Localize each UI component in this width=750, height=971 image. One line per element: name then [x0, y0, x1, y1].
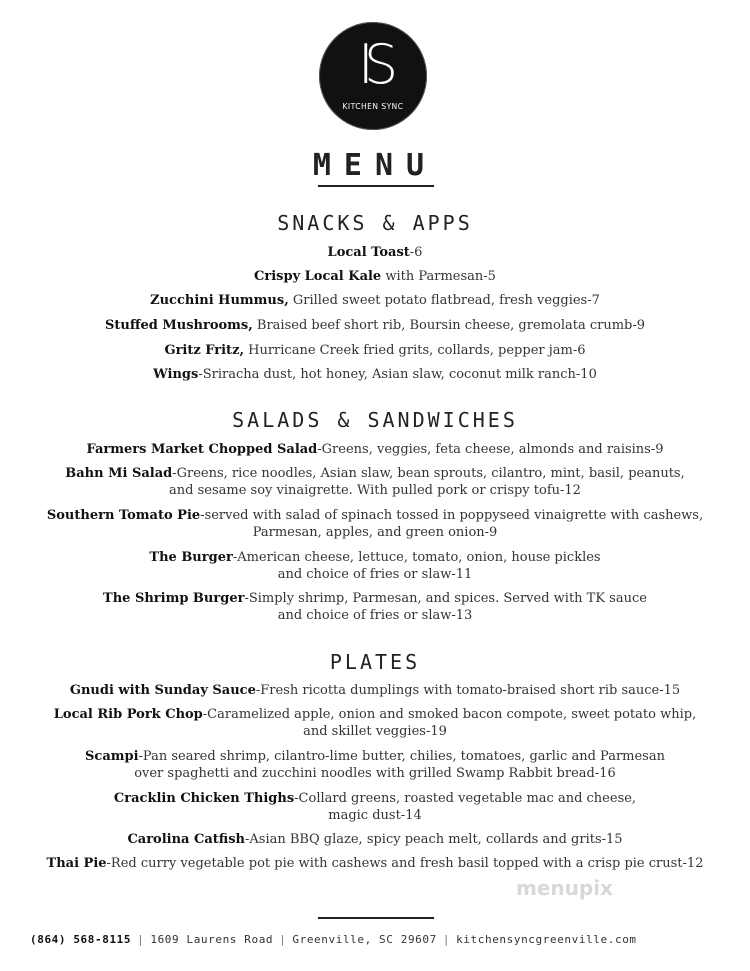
menu-item: [0, 748, 750, 782]
item-desc: -Red curry vegetable pot pie with cashews and fresh basil topped with a crisp pie crust-12: [106, 856, 704, 871]
menu-item: [0, 682, 750, 699]
item-desc-line2: and choice of fries or slaw-13: [277, 608, 473, 623]
item-desc: -Sriracha dust, hot honey, Asian slaw, coconut milk ranch-10: [198, 367, 597, 382]
menu-item: [0, 790, 750, 824]
phone-number: (864) 568-8115: [30, 933, 132, 946]
item-desc: Braised beef short rib, Boursin cheese, gremolata crumb-9: [252, 318, 646, 333]
item-name: Farmers Market Chopped Salad: [86, 442, 318, 457]
item-name: Stuffed Mushrooms,: [104, 318, 253, 333]
item-name: Cracklin Chicken Thighs: [113, 791, 295, 806]
item-name: Thai Pie: [46, 856, 107, 871]
item-name: Carolina Catfish: [127, 832, 246, 847]
item-name: The Burger: [149, 550, 233, 565]
website: kitchensyncgreenville.com: [456, 933, 637, 946]
item-desc: -Simply shrimp, Parmesan, and spices. Served with TK sauce: [244, 591, 647, 606]
item-desc: -Collard greens, roasted vegetable mac and cheese,: [294, 791, 637, 806]
menu-item: [0, 317, 750, 334]
item-desc: -Asian BBQ glaze, spicy peach melt, collards and grits-15: [245, 832, 623, 847]
menu-item: [0, 706, 750, 740]
item-desc: -6: [409, 245, 423, 260]
menu-item: [0, 268, 750, 285]
menu-item: [0, 292, 750, 309]
item-desc: Grilled sweet potato flatbread, fresh veggies-7: [288, 293, 600, 308]
separator: |: [442, 933, 451, 946]
separator: |: [137, 933, 145, 946]
menu-item: [0, 342, 750, 359]
item-name: The Shrimp Burger: [103, 591, 245, 606]
item-name: Southern Tomato Pie: [46, 508, 201, 523]
separator: |: [279, 933, 287, 946]
item-name: Bahn Mi Salad: [65, 466, 173, 481]
logo-mark: IS: [357, 33, 389, 96]
item-desc-line2: and sesame soy vinaigrette. With pulled pork or crispy tofu-12: [169, 483, 581, 498]
section-title-snacks: SNACKS & APPS: [277, 211, 473, 235]
item-desc-line2: Parmesan, apples, and green onion-9: [252, 525, 498, 540]
logo-name: KITCHEN SYNC: [342, 102, 404, 111]
item-desc-line2: magic dust-14: [328, 808, 422, 823]
item-desc-line2: over spaghetti and zucchini noodles with grilled Swamp Rabbit bread-16: [134, 766, 616, 781]
item-name: Local Toast: [327, 245, 410, 260]
menu-title-underline: [318, 185, 434, 187]
city: Greenville, SC 29607: [292, 933, 437, 946]
item-desc: Hurricane Creek fried grits, collards, pepper jam-6: [243, 343, 586, 358]
section-title-plates: PLATES: [329, 650, 421, 674]
item-desc: with Parmesan-5: [381, 269, 496, 284]
menu-item: [0, 855, 750, 872]
item-desc: -Caramelized apple, onion and smoked bacon compote, sweet potato whip,: [202, 707, 697, 722]
item-name: Gnudi with Sunday Sauce: [69, 683, 256, 698]
menu-item: [0, 549, 750, 583]
item-name: Gritz Fritz,: [164, 343, 244, 358]
item-name: Wings: [153, 367, 199, 382]
menu-item: [0, 831, 750, 848]
item-desc-line2: and skillet veggies-19: [303, 724, 447, 739]
section-title-salads: SALADS & SANDWICHES: [232, 408, 518, 432]
item-name: Crispy Local Kale: [254, 269, 382, 284]
item-desc: -Greens, rice noodles, Asian slaw, bean sprouts, cilantro, mint, basil, peanuts,: [172, 466, 685, 481]
item-desc: -American cheese, lettuce, tomato, onion, house pickles: [232, 550, 601, 565]
menu-item: [0, 590, 750, 624]
item-name: Local Rib Pork Chop: [53, 707, 203, 722]
item-desc: -Pan seared shrimp, cilantro-lime butter, chilies, tomatoes, garlic and Parmesan: [138, 749, 665, 764]
footer-rule: [318, 917, 434, 919]
menupix-watermark: menupix: [516, 876, 613, 900]
item-desc: -Greens, veggies, feta cheese, almonds and raisins-9: [317, 442, 664, 457]
menu-item: [0, 441, 750, 458]
item-name: Zucchini Hummus,: [150, 293, 289, 308]
item-name: Scampi: [85, 749, 139, 764]
menu-item: [0, 507, 750, 541]
menu-item: [0, 244, 750, 261]
menu-item: [0, 465, 750, 499]
menu-item: [0, 366, 750, 383]
item-desc-line2: and choice of fries or slaw-11: [277, 567, 473, 582]
item-desc: -Fresh ricotta dumplings with tomato-braised short rib sauce-15: [255, 683, 681, 698]
kitchen-sync-logo: [319, 22, 427, 130]
footer-contact: [30, 933, 725, 946]
address: 1609 Laurens Road: [150, 933, 274, 946]
menu-title: MENU: [312, 148, 438, 183]
item-desc: -served with salad of spinach tossed in poppyseed vinaigrette with cashews,: [200, 508, 704, 523]
